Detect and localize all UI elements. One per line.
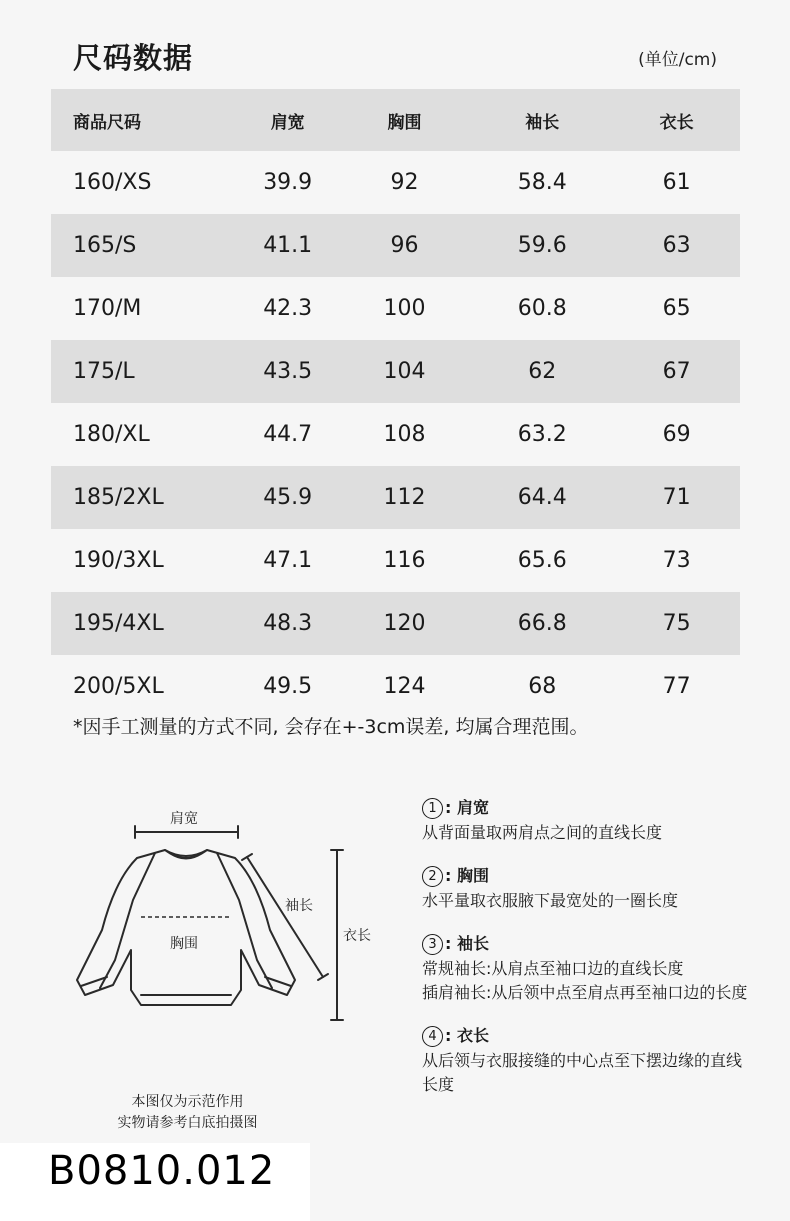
definition-shoulder: [422, 795, 752, 845]
table-row: [51, 151, 740, 214]
cell-shoulder: 45.9: [238, 466, 336, 529]
definition-text: 从后领与衣服接缝的中心点至下摆边缘的直线长度: [422, 1051, 743, 1094]
table-row: [51, 340, 740, 403]
definition-key: 插肩袖长:: [422, 983, 492, 1002]
table-row: [51, 277, 740, 340]
cell-sleeve: 58.4: [517, 170, 567, 195]
header-length: 衣长: [612, 89, 740, 151]
cell-size: 200/5XL: [73, 674, 164, 699]
definition-chest: [422, 863, 752, 913]
cell-sleeve: 65.6: [517, 548, 567, 573]
cell-shoulder: 44.7: [263, 422, 313, 447]
cell-size: 160/XS: [73, 170, 152, 195]
cell-sleeve: 68: [528, 674, 557, 699]
cell-chest: 100: [383, 296, 426, 321]
circled-number: 2: [422, 866, 443, 887]
cell-sleeve: 62: [472, 340, 612, 403]
circled-number: 3: [422, 934, 443, 955]
table-row: [51, 214, 740, 277]
sweater-illustration: [55, 800, 375, 1050]
header-shoulder: 肩宽: [238, 89, 336, 151]
cell-size: 180/XL: [73, 422, 150, 447]
length-label: 衣长: [343, 928, 371, 944]
cell-length: 63: [612, 214, 740, 277]
table-header-row: [51, 89, 740, 151]
table-row: [51, 466, 740, 529]
cell-sleeve: 64.4: [472, 466, 612, 529]
cell-chest: 108: [383, 422, 426, 447]
cell-shoulder: 43.5: [238, 340, 336, 403]
cell-length: 61: [662, 170, 691, 195]
header-chest: 胸围: [337, 89, 472, 151]
page-title: 尺码数据: [73, 41, 194, 75]
definition-text: 水平量取衣服腋下最宽处的一圈长度: [422, 891, 679, 910]
definition-row: [422, 957, 752, 981]
definition-key: 常规袖长:: [422, 959, 492, 978]
cell-length: 65: [662, 296, 691, 321]
cell-size: 165/S: [51, 214, 238, 277]
cell-chest: 124: [383, 674, 426, 699]
definition-sleeve: [422, 931, 752, 1005]
cell-sleeve: 59.6: [472, 214, 612, 277]
table-row: [51, 403, 740, 466]
cell-shoulder: 47.1: [263, 548, 313, 573]
cell-size: 170/M: [73, 296, 142, 321]
cell-chest: 96: [337, 214, 472, 277]
definition-title: : 袖长: [445, 934, 489, 953]
definition-row: [422, 981, 752, 1005]
cell-shoulder: 42.3: [263, 296, 313, 321]
cell-chest: 104: [337, 340, 472, 403]
cell-length: 77: [662, 674, 691, 699]
cell-size: 175/L: [51, 340, 238, 403]
definition-title: : 肩宽: [445, 798, 489, 817]
cell-sleeve: 63.2: [517, 422, 567, 447]
unit-label: (单位/cm): [638, 50, 717, 70]
table-row: [51, 592, 740, 655]
circled-number: 4: [422, 1026, 443, 1047]
cell-shoulder: 49.5: [263, 674, 313, 699]
cell-length: 75: [612, 592, 740, 655]
circled-number: 1: [422, 798, 443, 819]
cell-length: 73: [662, 548, 691, 573]
chest-label: 胸围: [170, 936, 198, 952]
definition-value: 从后领中点至肩点再至袖口边的长度: [491, 983, 748, 1002]
cell-chest: 120: [337, 592, 472, 655]
cell-length: 71: [612, 466, 740, 529]
sleeve-label: 袖长: [285, 898, 313, 914]
cell-size: 185/2XL: [51, 466, 238, 529]
cell-shoulder: 39.9: [263, 170, 313, 195]
cell-size: 190/3XL: [73, 548, 164, 573]
cell-chest: 92: [390, 170, 419, 195]
disclaimer-line: 本图仅为示范作用: [131, 1094, 244, 1110]
cell-length: 69: [662, 422, 691, 447]
cell-size: 195/4XL: [51, 592, 238, 655]
product-code: B0810.012: [48, 1148, 276, 1194]
measurement-definitions: [422, 795, 752, 1115]
disclaimer-line: 实物请参考白底拍摄图: [117, 1115, 258, 1131]
cell-chest: 112: [337, 466, 472, 529]
measurement-note: *因手工测量的方式不同, 会存在+-3cm误差, 均属合理范围。: [73, 716, 589, 738]
definition-text: 从背面量取两肩点之间的直线长度: [422, 823, 663, 842]
cell-sleeve: 60.8: [517, 296, 567, 321]
definition-title: : 衣长: [445, 1026, 489, 1045]
header-sleeve: 袖长: [472, 89, 612, 151]
definition-length: [422, 1023, 752, 1097]
diagram-disclaimer: [60, 1092, 315, 1134]
cell-shoulder: 48.3: [238, 592, 336, 655]
cell-shoulder: 41.1: [238, 214, 336, 277]
definition-title: : 胸围: [445, 866, 489, 885]
table-row: [51, 655, 740, 718]
cell-chest: 116: [383, 548, 426, 573]
cell-length: 67: [612, 340, 740, 403]
size-table: [51, 89, 740, 718]
table-row: [51, 529, 740, 592]
definition-value: 从肩点至袖口边的直线长度: [491, 959, 684, 978]
sweater-diagram: [55, 800, 375, 1050]
shoulder-label: 肩宽: [170, 811, 198, 827]
header-size: 商品尺码: [51, 89, 238, 151]
cell-sleeve: 66.8: [472, 592, 612, 655]
